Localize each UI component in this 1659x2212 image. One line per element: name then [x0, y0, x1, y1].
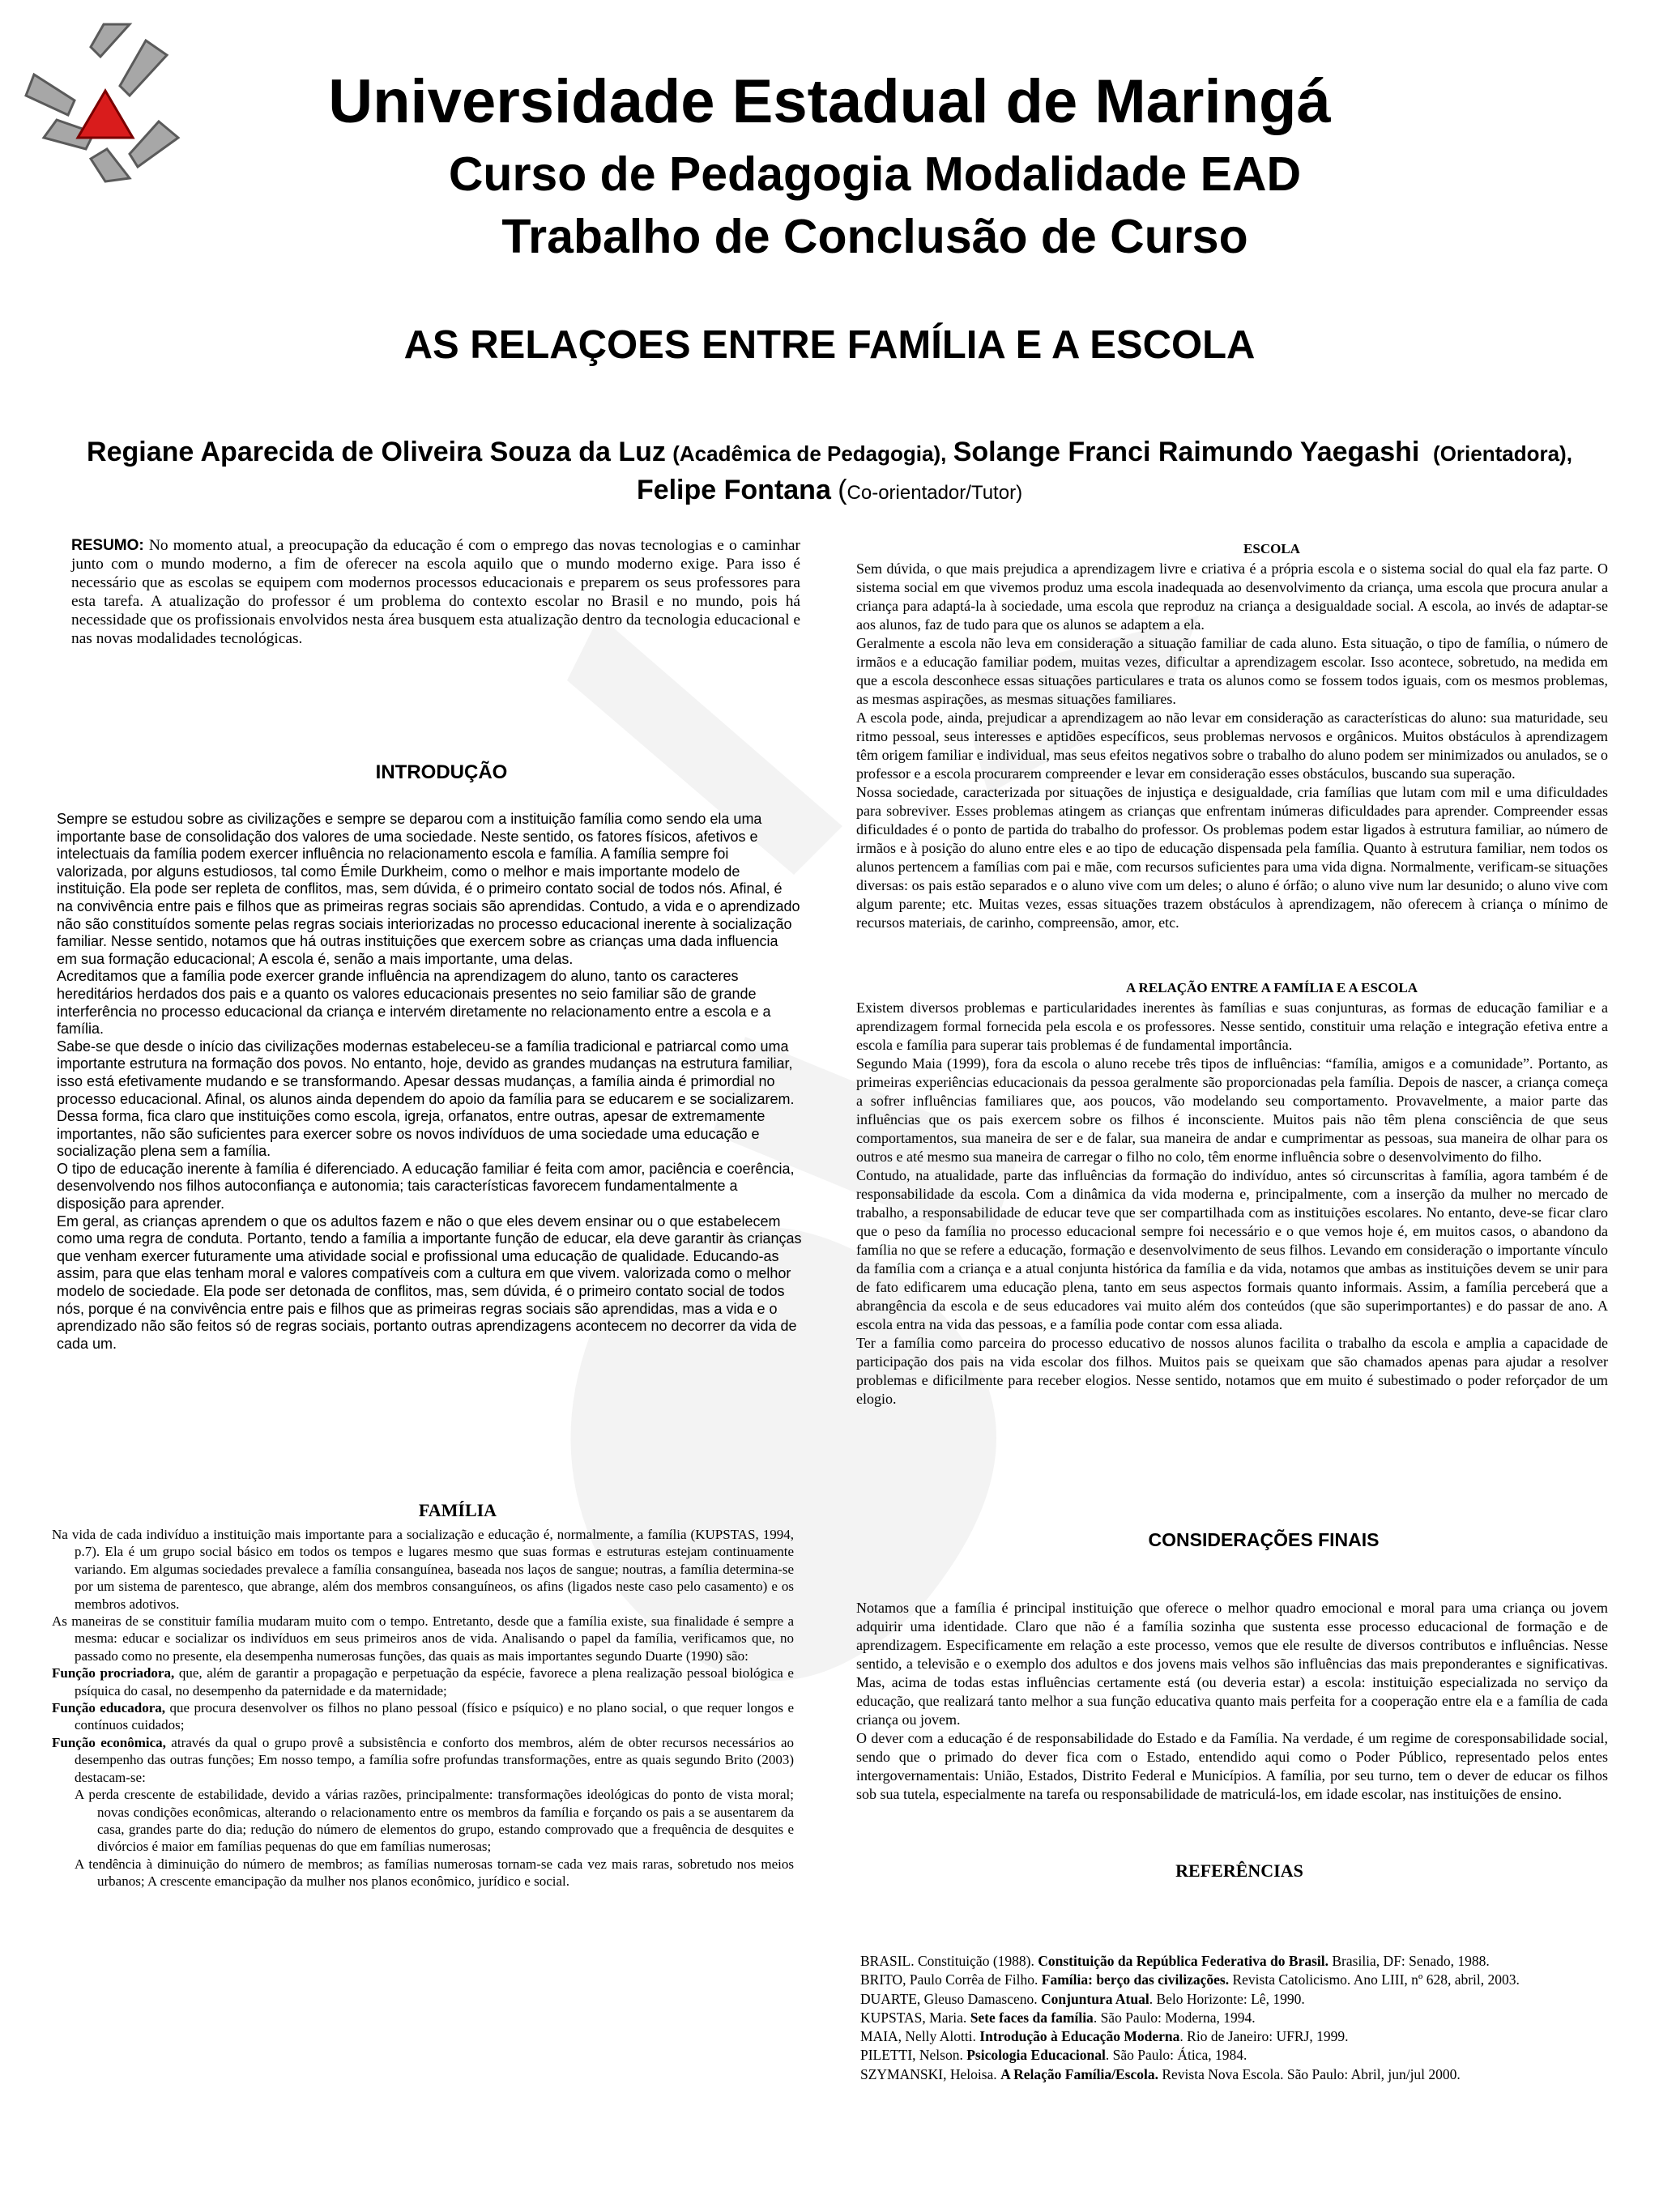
reference-item: DUARTE, Gleuso Damasceno. Conjuntura Atual. Belo Horizonte: Lê, 1990.: [860, 1990, 1305, 2007]
consideracoes-body: [856, 1599, 1608, 1804]
familia-heading: FAMÍLIA: [418, 1500, 497, 1520]
function-label: Função educadora,: [52, 1700, 166, 1716]
introducao-paragraph: O tipo de educação inerente à família é diferenciado. A educação familiar é feita com amor, paciência e coerência, desenvolvendo nos filhos autoconfiança e autonomia; tais características favorecem fundamentalmente a disposição para aprender.: [57, 1160, 795, 1213]
escola-paragraph: A escola pode, ainda, prejudicar a aprendizagem ao não levar em consideração as características do aluno: sua maturidade, seu ritmo pessoal, seus interesses e aptidões específicos, seus problemas nervosos e orgânicos. Muitos obstáculos à aprendizagem têm origem familiar e individual, mas seus efeitos negativos sobre o trabalho do aluno podem ser minimizados ou anulados, se o professor e a escola procurarem compreender e levar em consideração esses obstáculos, buscando sua superação.: [856, 710, 1608, 782]
function-text: que procura desenvolver os filhos no plano pessoal (físico e psíquico) e no plano social, o que requer longos e contínuos cuidados;: [75, 1700, 794, 1733]
resumo-label: RESUMO:: [71, 537, 144, 554]
introducao-body: [57, 811, 802, 1353]
reference-item: KUPSTAS, Maria. Sete faces da família. São Paulo: Moderna, 1994.: [860, 2009, 1256, 2026]
author-3-role-open: (: [838, 475, 847, 505]
familia-function-economica: [52, 1734, 794, 1786]
introducao-paragraph: Em geral, as crianças aprendem o que os adultos fazem e não o que eles devem ensinar ou o que estabelecem como uma regra de conduta. Portanto, tendo a família a importante função de educar, ela deve garantir às crianças que venham exercer futuramente uma atividade social e profissional uma educação de qualidade. Educando-as assim, para que elas tenham moral e valores compatíveis com a cultura em que vivem. valorizada como o melhor modelo de sociedade. Ela pode ser detonada de conflitos, mas, sem dúvida, é o primeiro contato social de todos nós, porque é na convivência entre pais e filhos que as primeiras regras sociais são aprendidas, mas a vida e o aprendizado não são feitos só de regras sociais, portanto outras aprendizagens acontecem no decorrer da vida de cada um.: [57, 1213, 802, 1352]
reference-item: BRASIL. Constituição (1988). Constituição da República Federativa do Brasil. Brasilia, DF: Senado, 1988.: [860, 1953, 1490, 1969]
course-title: Curso de Pedagogia Modalidade EAD: [448, 147, 1302, 201]
resumo-section: [71, 536, 800, 648]
function-label: Função econômica,: [52, 1734, 166, 1750]
familia-paragraph: Na vida de cada indivíduo a instituição mais importante para a socialização e educação é, normalmente, a família (KUPSTAS, 1994, p.7). Ela é um grupo social básico em todos os tempos e lugares mesmo que suas formas e estruturas estejam continuamente variando. Em algumas sociedades prevalece a família consanguínea, baseada nos laços de sangue; noutras, a família determina-se por um sistema de parentesco, que abrange, além dos membros consanguíneos, os afins (ligados neste caso pelo casamento) e os membros adotivos.: [52, 1527, 794, 1612]
relacao-body: [856, 999, 1608, 1409]
resumo-text: No momento atual, a preocupação da educação é com o emprego das novas tecnologias e o caminhar junto com o mundo moderno, a fim de oferecer na escola aquilo que o mundo moderno exige. Para isso é necessário que as escolas se equipem com modernos processos educacionais e preparem os seus professores para esta tarefa. A atualização do professor é um problema do contexto escolar no Brasil e no mundo, pois há necessidade que os profissionais envolvidos nesta área busquem esta atualização dentro da tecnologia educacional e nas novas modalidades tecnológicas.: [71, 537, 800, 647]
introducao-paragraph: Acreditamos que a família pode exercer grande influência na aprendizagem do aluno, tanto os caracteres hereditários herdados dos pais e a quanto os valores educacionais presentes no seio familiar são de grande interferência no processo educacional da criança e intervém diretamente no relacionamento entre a escola e a família.: [57, 968, 771, 1038]
introducao-paragraph: Sempre se estudou sobre as civilizações e sempre se deparou com a instituição família como sendo ela uma importante base de consolidação dos valores de uma sociedade. Neste sentido, os fatores físicos, afetivos e intelectuais da família podem exercer influência no relacionamento escola e família. A família sempre foi valorizada, por alguns estudiosos, tal como Émile Durkheim, como o melhor e mais importante modelo de instituição. Ela pode ser repleta de conflitos, mas, sem dúvida, é o primeiro contato social de todos nós. Afinal, é na convivência entre pais e filhos que as primeiras regras sociais são aprendidas. Contudo, a vida e o aprendizado não são constituídos somente pelas regras sociais interiorizadas no processo educacional inerente à socialização familiar. Nesse sentido, notamos que há outras instituições que exercem sobre as crianças uma dada influencia em sua formação educacional; A escola é, senão a mais importante, uma delas.: [57, 811, 800, 967]
relacao-paragraph: Contudo, na atualidade, parte das influências da formação do indivíduo, antes só circunscritas à família, agora também é de responsabilidade da escola. Com a dinâmica da vida moderna e, principalmente, com a inserção da mulher no mercado de trabalho, a responsabilidade de educar teve que ser compartilhada com as instituições escolares. No entanto, deve-se ficar claro que o peso da família no processo educacional sempre foi necessário e o que vemos hoje é, em muitos casos, o abandono da família no que se refere a educação, formação e desenvolvimento de seus filhos. Levando em consideração o importante vínculo da família com a criança e a atual conjunta histórica da família e da vida, notamos que ambas as instituições devem se unir para de fato edificarem uma educação plena, tanto em seus aspectos formais quanto informais. Assim, a família perceberá que a abrangência da escola e de seus educadores vai muito além dos conteúdos (que são superimportantes) e do passar de ano. A escola entra na vida das pessoas, e a família pode contar com essa aliada.: [856, 1167, 1608, 1332]
familia-transformation: A perda crescente de estabilidade, devido a várias razões, principalmente: transformações ideológicas do ponto de vista moral; novas condições econômicas, alterando o relacionamento entre os membros da família e forçando os pais a se ausentarem da casa, grandes parte do dia; redução do número de elementos do grupo, estando comprovado que a frequência de desquites e divórcios é maior em famílias pequenas do que em famílias numerosas;: [75, 1787, 794, 1855]
consideracoes-paragraph: Notamos que a família é principal instituição que oferece o melhor quadro emocional e moral para uma criança ou jovem adquirir uma identidade. Claro que não é a família sozinha que sustenta esse processo educacional de formação e de aprendizagem. Especificamente em relação a este processo, vemos que ele resulte de diversos contributos e influências. Nesse sentido, a televisão e o exemplo dos adultos e dos jovens mais velhos são influências das mais preponderantes e significativas. Mas, acima de todas estas influências certamente está (ou deveria estar) a escola: instituição especializada no serviço da educação, que realizará tanto melhor a sua função educativa quanto mais perfeita for a cooperação entre ela e a família de cada criança ou jovem.: [856, 1600, 1608, 1728]
relacao-paragraph: Existem diversos problemas e particularidades inerentes às famílias e suas conjunturas, as formas de educação familiar e a aprendizagem formal fornecida pela escola e os professores. Nesse sentido, constituir uma relação e integração efetiva entre a escola e família para superar tais problemas é de fundamental importância.: [856, 999, 1608, 1053]
author-2-role: (Orientadora),: [1433, 441, 1572, 466]
familia-function-educadora: [52, 1699, 794, 1734]
relacao-paragraph: Ter a família como parceira do processo educativo de nossos alunos facilita o trabalho da escola e amplia a capacidade de participação dos pais na vida escolar dos filhos. Muitos pais se queixam que são chamados apenas para ajudar a resolver problemas e dificilmente para receber elogios. Nesse sentido, notamos que em muito é subestimado o poder reforçador de um elogio.: [856, 1335, 1608, 1407]
work-title: Trabalho de Conclusão de Curso: [501, 210, 1248, 263]
familia-body: [52, 1526, 794, 1890]
author-2-name: Solange Franci Raimundo Yaegashi: [953, 437, 1420, 467]
escola-body: [856, 560, 1608, 932]
consideracoes-paragraph: O dever com a educação é de responsabilidade do Estado e da Família. Na verdade, é um regime de coresponsabilidade social, sendo que o primado do dever fica com o Estado, entendido aqui como o Poder Público, representado pelos entes intergovernamentais: União, Estados, Distrito Federal e Municípios. A família, por seu turno, tem o dever de educar os filhos sob sua tutela, especialmente na tarefa ou responsabilidade de matriculá-los, em idade escolar, nas instituições de ensino.: [856, 1730, 1608, 1802]
referencias-list: [860, 1952, 1638, 2084]
function-text: que, além de garantir a propagação e perpetuação da espécie, favorece a plena realização pessoal biológica e psíquica do casal, no desempenho da paternidade e da maternidade;: [75, 1665, 794, 1698]
relacao-paragraph: Segundo Maia (1999), fora da escola o aluno recebe três tipos de influências: “família, amigos e a comunidade”. Portanto, as primeiras experiências educacionais da pessoa geralmente são proporcionadas pela família. Depois de nascer, a criança começa a sofrer influências familiares que, aos poucos, vão modelando seu comportamento. Provavelmente, a maior parte das influências que os pais exercem sobre os filhos é inconsciente. Muitos pais não têm plena consciência de que seus comportamentos, sua maneira de ser e de falar, sua maneira de andar e cumprimentar as pessoas, sua maneira de olhar para os outros e até mesmo sua maneira de carregar o filho no colo, têm enorme influência sobre o desenvolvimento do filho.: [856, 1055, 1608, 1165]
author-3-name: Felipe Fontana: [636, 475, 831, 505]
introducao-heading: INTRODUÇÃO: [375, 761, 508, 783]
relacao-heading: A RELAÇÃO ENTRE A FAMÍLIA E A ESCOLA: [1125, 980, 1418, 995]
author-3-role: Co-orientador/Tutor): [847, 482, 1023, 504]
poster-title: AS RELAÇOES ENTRE FAMÍLIA E A ESCOLA: [403, 323, 1256, 367]
consideracoes-heading: CONSIDERAÇÕES FINAIS: [1148, 1529, 1380, 1550]
reference-item: MAIA, Nelly Alotti. Introdução à Educação Moderna. Rio de Janeiro: UFRJ, 1999.: [860, 2028, 1349, 2045]
familia-transformation: A tendência à diminuição do número de membros; as famílias numerosas tornam-se cada vez mais raras, sobretudo nos meios urbanos; A crescente emancipação da mulher nos planos econômico, jurídico e social.: [75, 1856, 794, 1890]
escola-paragraph: Nossa sociedade, caracterizada por situações de injustiça e desigualdade, cria famílias que lutam com mil e uma dificuldades para sobreviver. Esses problemas atingem as crianças que enfrentam inúmeras dificuldades para aprender. Compreender essas dificuldades é o ponto de partida do trabalho do professor. Os problemas podem estar ligados à estrutura familiar, ao número de irmãos e à posição do aluno entre eles e ao tipo de educação dispensada pela família. Quanto à estrutura familiar, nem todos os alunos pertencem a famílias com pai e mãe, com recursos suficientes para uma vida digna. Normalmente, verificam-se situações diversas: os pais estão separados e o aluno vive com um deles; o aluno é órfão; o aluno vive num lar desunido; o aluno vive com algum parente; etc. Muitas vezes, essas situações trazem obstáculos à aprendizagem, não oferecem à criança o mínimo de recursos materiais, de carinho, compreensão, amor, etc.: [856, 784, 1608, 931]
familia-paragraph: As maneiras de se constituir família mudaram muito com o tempo. Entretanto, desde que a família existe, sua finalidade é sempre a mesma: educar e socializar os indivíduos em seus primeiros anos de vida. Analisando o papel da família, verificamos que, no passado como no presente, ela desempenha numerosas funções, das quais as mais importantes segundo Duarte (1990) são:: [52, 1613, 794, 1664]
reference-item: BRITO, Paulo Corrêa de Filho. Família: berço das civilizações. Revista Catolicismo. Ano LIII, nº 628, abril, 2003.: [860, 1971, 1520, 1988]
referencias-heading: REFERÊNCIAS: [1175, 1860, 1303, 1881]
familia-function-procriadora: [52, 1664, 794, 1699]
escola-paragraph: Sem dúvida, o que mais prejudica a aprendizagem livre e criativa é a própria escola e o sistema social do qual ela faz parte. O sistema social em que vivemos produz uma escola inadequada ao desenvolvimento da criança, uma escola que procura anular a criança para adaptá-la à sociedade, uma escola que reproduz na criança a desigualdade social. A escola, ao invés de adaptar-se aos alunos, faz de tudo para que os alunos se adaptem a ela.: [856, 560, 1608, 633]
author-1-name: Regiane Aparecida de Oliveira Souza da Luz: [87, 437, 666, 467]
reference-item: SZYMANSKI, Heloisa. A Relação Família/Escola. Revista Nova Escola. São Paulo: Abril, jun/jul 2000.: [860, 2065, 1461, 2082]
introducao-paragraph: Sabe-se que desde o início das civilizações modernas estabeleceu-se a família tradicional e patriarcal como uma importante estrutura na formação dos povos. No entanto, hoje, devido as grandes mudanças na estrutura familiar, isso está efetivamente mudando e se transformando. Apesar dessas mudanças, a família ainda é primordial no processo educacional. Afinal, os alunos ainda dependem do apoio da família para se educarem e se socializarem. Dessa forma, fica claro que instituições como escola, igreja, orfanatos, entre outras, apesar de extremamente importantes, não são suficientes para exercer sobre os novos indivíduos de uma sociedade uma educação e socialização plena sem a família.: [57, 1038, 795, 1160]
function-text: através da qual o grupo provê a subsistência e conforto dos membros, além de obter recursos necessários ao desempenho das outras funções; Em nosso tempo, a família sofre profundas transformações, entre as quais segundo Brito (2003) destacam-se:: [75, 1734, 794, 1785]
authors-line-2: [32, 471, 1627, 510]
institution-title: Universidade Estadual de Maringá: [328, 67, 1331, 136]
reference-item: PILETTI, Nelson. Psicologia Educacional. São Paulo: Ática, 1984.: [860, 2047, 1247, 2064]
author-1-role: (Acadêmica de Pedagogia),: [672, 441, 947, 466]
function-label: Função procriadora,: [52, 1665, 175, 1681]
escola-heading: ESCOLA: [1243, 541, 1300, 556]
authors-line-1: [32, 433, 1627, 472]
escola-paragraph: Geralmente a escola não leva em consideração a situação familiar de cada aluno. Esta situação, o tipo de família, o número de irmãos e a educação familiar podem, muitas vezes, dificultar a aprendizagem escolar. Isso acontece, sobretudo, na medida em que a escola desconhece essas situações particulares e trata os alunos como se fossem todos iguais, com os mesmos problemas, as mesmas aspirações, as mesmas situações familiares.: [856, 635, 1608, 707]
